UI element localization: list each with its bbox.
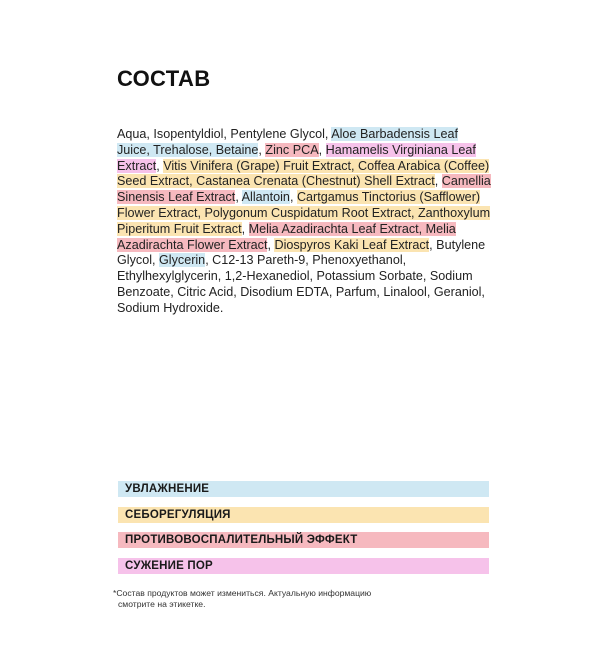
ingredient-text: , bbox=[267, 237, 275, 252]
ingredient-text: , bbox=[289, 190, 297, 205]
ingredient-text: , C12-13 Pareth-9, Phenoxyethanol, Ethylhexylglycerin, 1,2-Hexanediol, Potassium Sorbate, Sodium Benzoate, Citric Acid, Disodium EDTA, Parfum, Linalool, Geraniol, Sodium Hydroxide. bbox=[117, 253, 485, 315]
ingredients-text bbox=[117, 127, 492, 317]
highlighted-ingredient-yellow: Cartgamus Tinctorius (Safflower) Flower Extract, Polygonum Cuspidatum Root Extract, Zanthoxylum Piperitum Fruit Extract bbox=[117, 190, 491, 236]
highlighted-ingredient-yellow: Vitis Vinifera (Grape) Fruit Extract, Coffea Arabica (Coffee) Seed Extract, Castanea Crenata (Chestnut) Shell Extract bbox=[117, 158, 490, 189]
ingredient-text: Aqua, Isopentyldiol, Pentylene Glycol, bbox=[117, 127, 332, 141]
highlighted-ingredient-red: Zinc PCA bbox=[265, 142, 319, 157]
legend-item-red: ПРОТИВОВОСПАЛИТЕЛЬНЫЙ ЭФФЕКТ bbox=[118, 532, 489, 548]
ingredient-text: , bbox=[156, 158, 164, 173]
legend bbox=[118, 481, 489, 583]
highlighted-ingredient-blue: Aloe Barbadensis Leaf Juice, Trehalose, Betaine bbox=[117, 127, 458, 157]
legend-item-pink: СУЖЕНИЕ ПОР bbox=[118, 558, 489, 574]
legend-item-blue: УВЛАЖНЕНИЕ bbox=[118, 481, 489, 497]
ingredient-text: , bbox=[241, 221, 249, 236]
ingredient-text: , bbox=[318, 142, 326, 157]
page-title: СОСТАВ bbox=[117, 66, 211, 91]
highlighted-ingredient-red: Melia Azadirachta Leaf Extract, Melia Azadirachta Flower Extract bbox=[117, 221, 456, 252]
highlighted-ingredient-blue: Glycerin bbox=[159, 253, 206, 268]
ingredient-text: , bbox=[235, 190, 242, 205]
disclaimer-line-2: смотрите на этикетке. bbox=[118, 599, 206, 609]
ingredient-text: , Butylene Glycol, bbox=[117, 237, 486, 268]
disclaimer-note bbox=[113, 588, 371, 610]
disclaimer-line-1: *Состав продуктов может измениться. Актуальную информацию bbox=[113, 588, 372, 598]
highlighted-ingredient-red: Camellia Sinensis Leaf Extract bbox=[117, 174, 491, 205]
ingredient-text: , bbox=[434, 174, 442, 189]
legend-item-yellow: СЕБОРЕГУЛЯЦИЯ bbox=[118, 507, 489, 523]
ingredient-text: , bbox=[258, 142, 266, 157]
highlighted-ingredient-pink: Hamamelis Virginiana Leaf Extract bbox=[117, 142, 476, 173]
highlighted-ingredient-blue: Allantoin bbox=[241, 190, 290, 205]
highlighted-ingredient-yellow: Diospyros Kaki Leaf Extract bbox=[274, 237, 430, 252]
